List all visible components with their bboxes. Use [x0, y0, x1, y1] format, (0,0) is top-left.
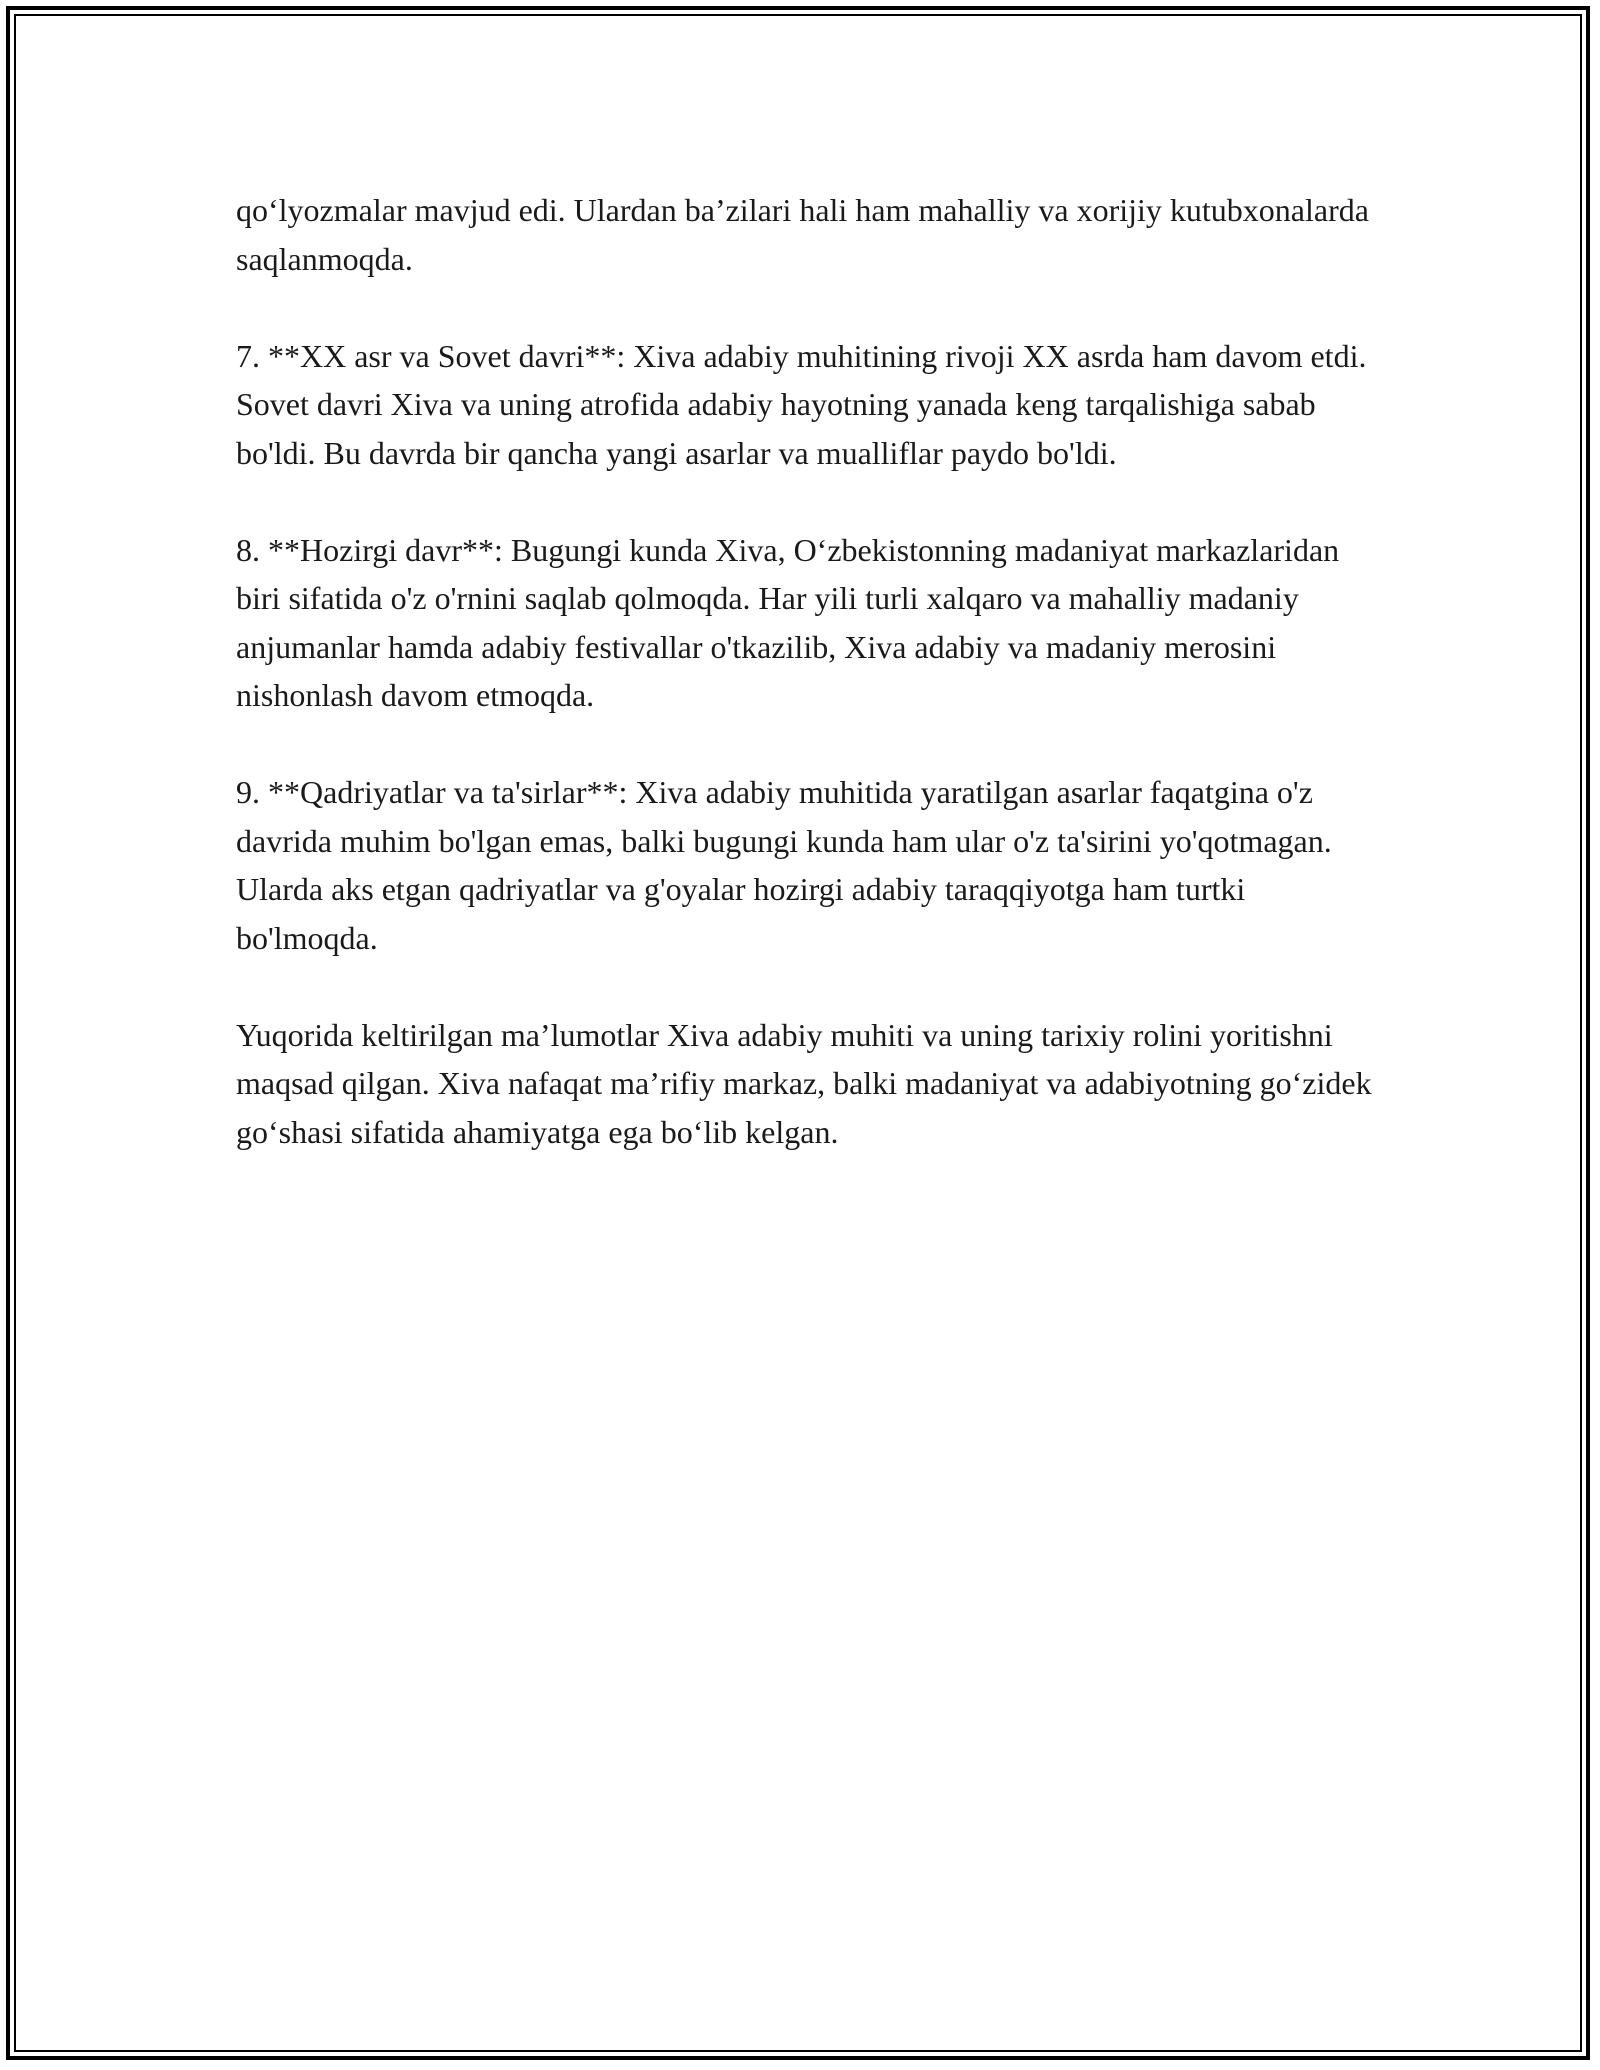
paragraph-item-9: 9. **Qadriyatlar va ta'sirlar**: Xiva adabiy muhitida yaratilgan asarlar faqatgina o'z davrida muhim bo'lgan emas, balki bugungi kunda ham ular o'z ta'sirini yo'qotmagan. Ularda aks etgan qadriyatlar va g'oyalar hozirgi adabiy taraqqiyotga ham turtki bo'lmoqda.	[236, 774, 1332, 956]
paragraph-item-8: 8. **Hozirgi davr**: Bugungi kunda Xiva, O‘zbekistonning madaniyat markazlaridan biri sifatida o'z o'rnini saqlab qolmoqda. Har yili turli xalqaro va mahalliy madaniy anjumanlar hamda adabiy festivallar o'tkazilib, Xiva adabiy va madaniy merosini nishonlash davom etmoqda.	[236, 531, 1340, 713]
paragraph-item-7: 7. **XX asr va Sovet davri**: Xiva adabiy muhitining rivoji XX asrda ham davom etdi. Sovet davri Xiva va uning atrofida adabiy hayotning yanada keng tarqalishiga sabab bo'ldi. Bu davrda bir qancha yangi asarlar va mualliflar paydo bo'ldi.	[236, 337, 1367, 471]
paragraph-continuation: qo‘lyozmalar mavjud edi. Ulardan ba’zilari hali ham mahalliy va xorijiy kutubxonalarda saqlanmoqda.	[236, 192, 1369, 277]
document-body	[236, 186, 1376, 1205]
paragraph-conclusion: Yuqorida keltirilgan ma’lumotlar Xiva adabiy muhiti va uning tarixiy rolini yoritishni maqsad qilgan. Xiva nafaqat ma’rifiy markaz, balki madaniyat va adabiyotning go‘zidek go‘shasi sifatida ahamiyatga ega bo‘lib kelgan.	[236, 1016, 1372, 1150]
